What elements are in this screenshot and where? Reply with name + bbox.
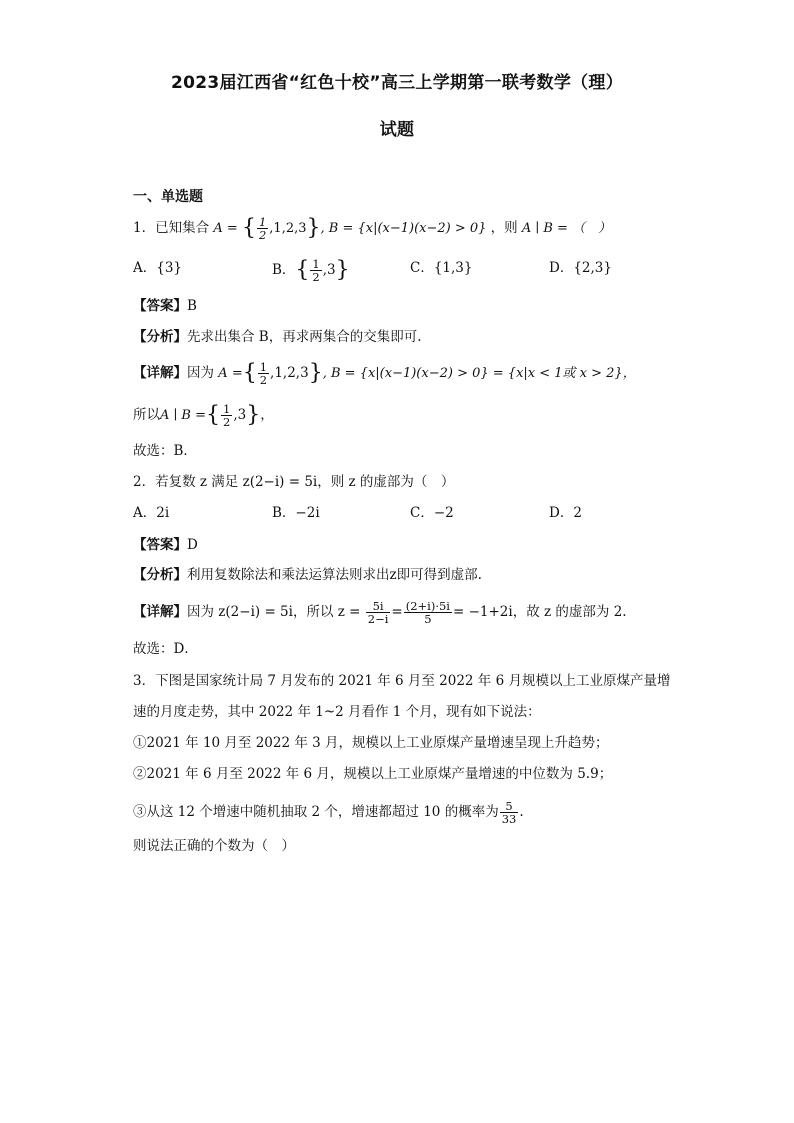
q1-option-b-num: 1	[312, 257, 320, 271]
q2-answer	[133, 535, 198, 555]
q1-set-b: , B = {x|(x−1)(x−2) > 0}	[320, 221, 487, 236]
q1-so-ab: A ∣ B =	[160, 408, 207, 423]
q3-stem-line2: 速的月度走势，其中 2022 年 1~2 月看作 1 个月，现有如下说法：	[133, 704, 541, 720]
q2-answer-tag: 【答案】	[133, 537, 187, 553]
q3-s3-pre: ③从这 12 个增速中随机抽取 2 个，增速都超过 10 的概率为	[133, 804, 499, 820]
q1-option-b: B．{ $\frac{1}{2}$ ,3}	[272, 257, 350, 284]
q2-stem: 2．若复数 z 满足 z(2−i) = 5i，则 z 的虚部为（ ）	[133, 474, 455, 490]
q1-detail-frac	[258, 361, 269, 386]
q2-detail-tag: 【详解】	[133, 604, 187, 620]
q1-detail-pre: 因为	[187, 365, 214, 381]
q1-ask: A ∣ B = （ ）	[521, 221, 612, 236]
q2-analysis-text: 利用复数除法和乘法运算法则求出z即可得到虚部.	[187, 567, 482, 583]
q1-detail-num: 1	[259, 360, 268, 374]
q1-analysis-tag: 【分析】	[133, 329, 187, 345]
q1-option-b-den: 2	[312, 270, 320, 284]
q1-so-rest: ,3	[233, 407, 247, 423]
q1-analysis-text: 先求出集合 B，再求两集合的交集即可.	[187, 329, 422, 345]
q2-choose: 故选：D．	[133, 641, 198, 657]
q1-a-symbol: A	[213, 221, 223, 236]
q1-option-c: C．{1,3}	[410, 260, 473, 276]
q1-so-frac	[221, 403, 232, 428]
q1-answer-tag: 【答案】	[133, 298, 187, 314]
q1-option-d: D．{2,3}	[549, 260, 612, 276]
q1-detail-a: A =	[218, 366, 243, 381]
q2-frac-2-num: (2+i)·5i	[405, 599, 450, 613]
q1-choose: 故选：B．	[133, 443, 197, 459]
q2-analysis	[133, 565, 482, 585]
q3-statement-1: ①2021 年 10 月至 2022 年 3 月，规模以上工业原煤产量增速呈现上升趋势；	[133, 735, 609, 751]
q3-fraction	[500, 800, 519, 825]
q1-so-end: ，	[260, 407, 274, 423]
q1-option-b-label: B．	[272, 262, 296, 278]
q1-stem	[133, 216, 611, 241]
q2-option-a: A．2i	[133, 505, 170, 521]
q1-answer-value: B	[187, 298, 197, 314]
page-title: 2023届江西省“红色十校”高三上学期第一联考数学（理）	[170, 73, 624, 93]
q1-answer	[133, 296, 197, 316]
q1-option-a: A．{3}	[133, 260, 183, 276]
q2-analysis-tag: 【分析】	[133, 567, 187, 583]
q3-s3-end: .	[519, 804, 524, 820]
q1-conclusion: 所以A ∣ B ={ $\frac{1}{2}$ ,3}，	[133, 402, 274, 429]
q2-frac-1-num: 5i	[372, 599, 384, 613]
q1-detail-b: , B = {x|(x−1)(x−2) > 0} = {x|x < 1或 x > 2}，	[322, 366, 636, 381]
q1-then: ，则	[490, 220, 518, 236]
q1-option-b-rest: ,3	[322, 262, 336, 278]
q3-statement-3	[133, 800, 524, 825]
q3-frac-den: 33	[501, 812, 517, 826]
q1-rest: ,1,2,3	[269, 221, 307, 236]
q1-detail-rest: ,1,2,3	[270, 365, 309, 381]
q2-option-c: C．−2	[410, 505, 454, 521]
q2-option-d: D．2	[549, 505, 582, 521]
q2-frac-1-den: 2−i	[367, 612, 389, 626]
q2-eq: =	[391, 604, 403, 620]
q1-so-den: 2	[223, 415, 231, 429]
q2-frac-1	[366, 600, 391, 625]
q1-so-num: 1	[223, 402, 231, 416]
q2-option-b: B．−2i	[272, 505, 320, 521]
q2-detail-post: = −1+2i，故 z 的虚部为 2.	[452, 604, 627, 620]
q1-detail: 【详解】因为 A ={ $\frac{1}{2}$ ,1,2,3}, B = {x|(x−1)(x−2) > 0} = {x|x < 1或 x > 2}，	[133, 360, 636, 387]
q1-analysis	[133, 327, 422, 347]
q1-option-b-frac	[310, 258, 321, 283]
q1-set-a: A = { $\frac{1}{2}$ ,1,2,3}, B = {x|(x−1)(x−2) > 0}	[213, 215, 487, 242]
q1-detail-den: 2	[259, 373, 268, 387]
section-heading: 一、单选题	[133, 189, 203, 205]
q1-eq: =	[226, 221, 238, 236]
q2-answer-value: D	[187, 537, 198, 553]
q2-frac-2-den: 5	[404, 612, 452, 625]
q1-frac-den: 2	[258, 228, 267, 242]
q1-frac-num: 1	[258, 215, 267, 229]
q1-so-pre: 所以	[133, 407, 160, 423]
q2-detail-pre: 因为 z(2−i) = 5i，所以 z =	[187, 604, 361, 620]
q3-stem-line1: 3．下图是国家统计局 7 月发布的 2021 年 6 月至 2022 年 6 月规模以上工业原煤产量增	[133, 673, 671, 689]
q3-statement-2: ②2021 年 6 月至 2022 年 6 月，规模以上工业原煤产量增速的中位数为 5.9；	[133, 766, 613, 782]
q1-fraction	[257, 216, 268, 241]
q3-ask: 则说法正确的个数为（ ）	[133, 838, 295, 854]
q1-prefix: 1．已知集合	[133, 220, 210, 236]
page-title-line2: 试题	[379, 120, 415, 140]
q1-detail-tag: 【详解】	[133, 365, 187, 381]
q2-detail	[133, 600, 627, 625]
q2-frac-2	[404, 600, 452, 625]
q3-frac-num: 5	[505, 799, 513, 813]
